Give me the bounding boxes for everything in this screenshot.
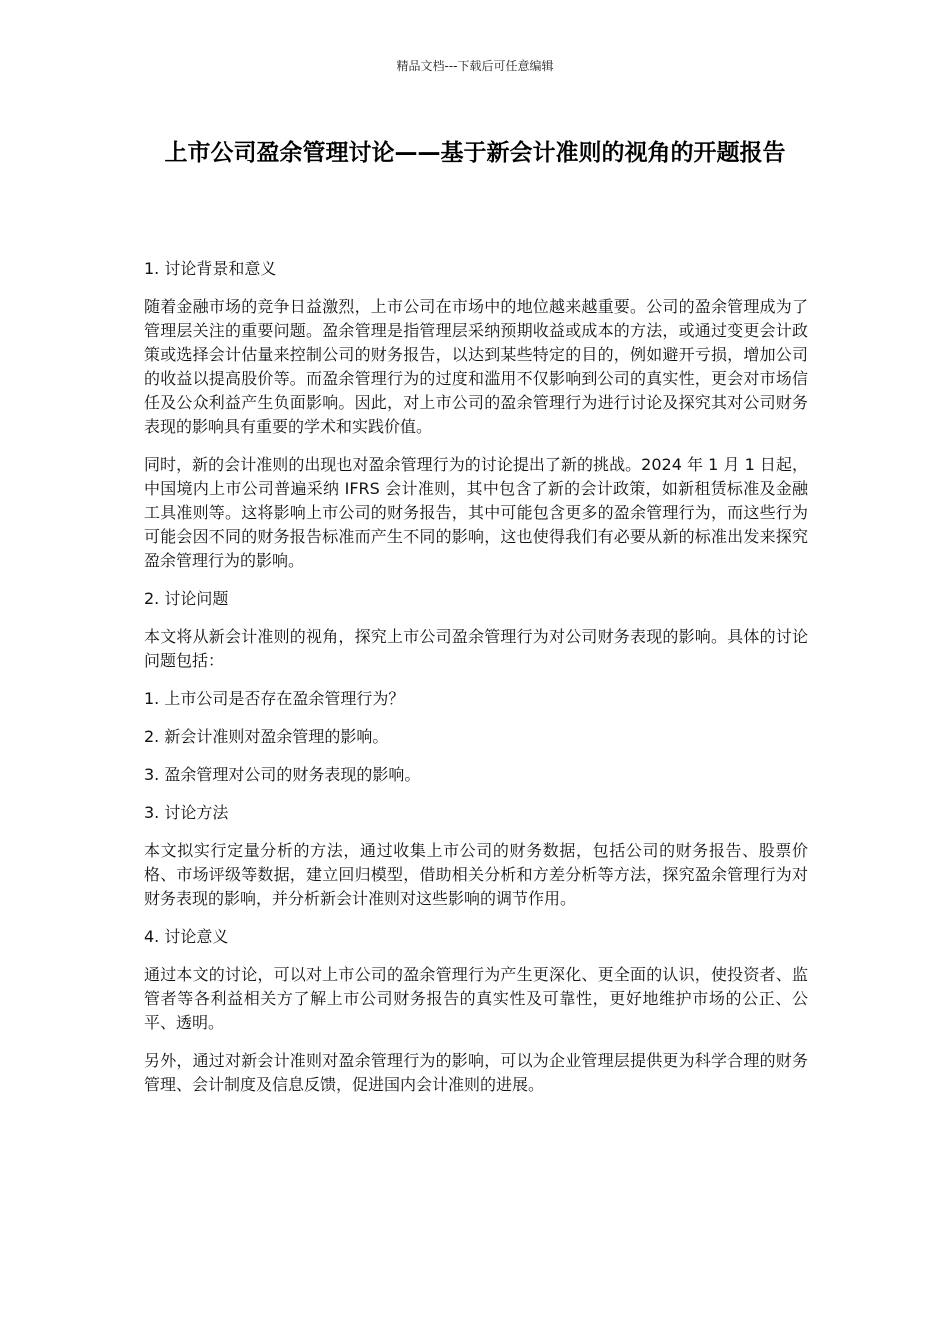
section-1-paragraph-1: 随着金融市场的竞争日益激烈，上市公司在市场中的地位越来越重要。公司的盈余管理成为了管理层关注的重要问题。盈余管理是指管理层采纳预期收益或成本的方法，或通过变更会计政策或选择会计估量来控制公司的财务报告，以达到某些特定的目的，例如避开亏损，增加公司的收益以提高股价等。而盈余管理行为的过度和滥用不仅影响到公司的真实性，更会对市场信任及公众利益产生负面影响。因此，对上市公司的盈余管理行为进行讨论及探究其对公司财务表现的影响具有重要的学术和实践价值。 [144, 297, 808, 436]
section-4-heading: 4. 讨论意义 [144, 927, 229, 946]
section-1-heading: 1. 讨论背景和意义 [144, 259, 277, 278]
question-2: 2. 新会计准则对盈余管理的影响。 [144, 727, 389, 746]
question-1: 1. 上市公司是否存在盈余管理行为？ [144, 689, 405, 708]
section-4-paragraph-1: 通过本文的讨论，可以对上市公司的盈余管理行为产生更深化、更全面的认识，使投资者、监管者等各利益相关方了解上市公司财务报告的真实性及可靠性，更好地维护市场的公正、公平、透明。 [144, 965, 808, 1032]
document-body [144, 257, 808, 1111]
page-header-watermark: 精品文档---下载后可任意编辑 [396, 59, 554, 73]
section-4-paragraph-2: 另外，通过对新会计准则对盈余管理行为的影响，可以为企业管理层提供更为科学合理的财务管理、会计制度及信息反馈，促进国内会计准则的进展。 [144, 1051, 808, 1094]
section-2-paragraph-1: 本文将从新会计准则的视角，探究上市公司盈余管理行为对公司财务表现的影响。具体的讨论问题包括： [144, 627, 808, 670]
section-2-heading: 2. 讨论问题 [144, 589, 229, 608]
question-3: 3. 盈余管理对公司的财务表现的影响。 [144, 765, 421, 784]
document-title: 上市公司盈余管理讨论——基于新会计准则的视角的开题报告 [164, 140, 786, 166]
section-3-paragraph-1: 本文拟实行定量分析的方法，通过收集上市公司的财务数据，包括公司的财务报告、股票价格、市场评级等数据，建立回归模型，借助相关分析和方差分析等方法，探究盈余管理行为对财务表现的影响，并分析新会计准则对这些影响的调节作用。 [144, 841, 808, 908]
section-1-paragraph-2: 同时，新的会计准则的出现也对盈余管理行为的讨论提出了新的挑战。2024 年 1 月 1 日起，中国境内上市公司普遍采纳 IFRS 会计准则，其中包含了新的会计政策，如新租赁标准及金融工具准则等。这将影响上市公司的财务报告，其中可能包含更多的盈余管理行为，而这些行为可能会因不同的财务报告标准而产生不同的影响，这也使得我们有必要从新的标准出发来探究盈余管理行为的影响。 [144, 455, 808, 570]
section-3-heading: 3. 讨论方法 [144, 803, 229, 822]
